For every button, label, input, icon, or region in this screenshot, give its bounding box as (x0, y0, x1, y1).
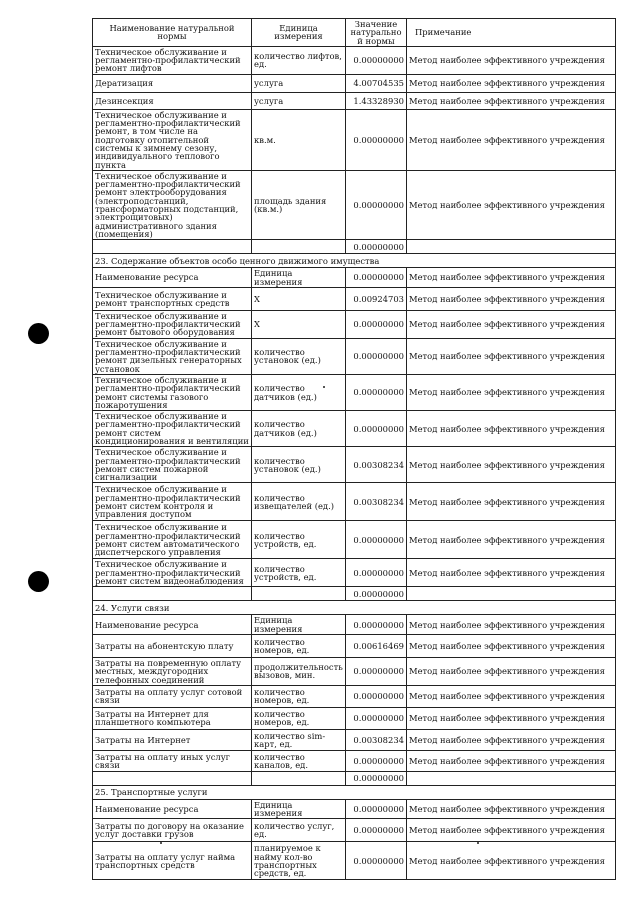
table-row: Техническое обслуживание и регламентно-профилактический ремонт лифтов количество лифтов, ед. 0.00000000 Метод наиболее эффективного учреждения (93, 46, 616, 74)
section-title: 25. Транспортные услуги (93, 785, 616, 799)
header-name: Наименование натуральной нормы (93, 19, 252, 47)
section-head-row: Наименование ресурса Единица измерения 0.00000000 Метод наиболее эффективного учреждения (93, 799, 616, 819)
total-row (93, 771, 616, 785)
total-row (93, 240, 616, 254)
table-row: Техническое обслуживание и регламентно-профилактический ремонт систем контроля и управления доступом количество извещателей (ед.) 0.00308234 Метод наиболее эффективного учреждения (93, 483, 616, 521)
section-title-row (93, 785, 616, 799)
total-value: 0.00000000 (346, 771, 407, 785)
section-title: 23. Содержание объектов особо ценного движимого имущества (93, 254, 616, 268)
table-row: Техническое обслуживание и регламентно-профилактический ремонт системы газового пожаротушения количество датчиков (ед.) 0.00000000 Метод наиболее эффективного учреждения (93, 374, 616, 410)
section-head-row: Наименование ресурса Единица измерения 0.00000000 Метод наиболее эффективного учреждения (93, 615, 616, 635)
total-value: 0.00000000 (346, 587, 407, 601)
section-title-row (93, 601, 616, 615)
table-row: Техническое обслуживание и регламентно-профилактический ремонт, в том числе на подготовку отопительной системы к зимнему сезону, индивидуального теплового пункта кв.м. 0.00000000 Метод наиболее эффективного учреждения (93, 109, 616, 170)
section-title-row (93, 254, 616, 268)
table-row: Затраты на повременную оплату местных, междугородних телефонных соединений продолжительность вызовов, мин. 0.00000000 Метод наиболее эффективного учреждения (93, 657, 616, 685)
header-value: Значение натуральной нормы (346, 19, 407, 47)
table-row: Затраты на Интернет для планшетного компьютера количество номеров, ед. 0.00000000 Метод наиболее эффективного учреждения (93, 707, 616, 729)
section-head-row: Наименование ресурса Единица измерения 0.00000000 Метод наиболее эффективного учреждения (93, 268, 616, 288)
table-row: Техническое обслуживание и регламентно-профилактический ремонт дизельных генераторных установок количество установок (ед.) 0.00000000 Метод наиболее эффективного учреждения (93, 338, 616, 374)
table-row: Техническое обслуживание и регламентно-профилактический ремонт систем пожарной сигнализации количество установок (ед.) 0.00308234 Метод наиболее эффективного учреждения (93, 447, 616, 483)
table-header-row (93, 19, 616, 47)
table-row: Техническое обслуживание и регламентно-профилактический ремонт систем кондиционирования и вентиляции количество датчиков (ед.) 0.00000000 Метод наиболее эффективного учреждения (93, 411, 616, 447)
table-row: Затраты на Интернет количество sim-карт, ед. 0.00308234 Метод наиболее эффективного учреждения (93, 729, 616, 750)
total-row (93, 587, 616, 601)
table-row: Дератизация услуга 4.00704535 Метод наиболее эффективного учреждения (93, 74, 616, 92)
table-row: Техническое обслуживание и регламентно-профилактический ремонт электрооборудования (электроподстанций, трансформаторных подстанций, электрощитовых) административного здания (помещения) площадь здания (кв.м.) 0.00000000 Метод наиболее эффективного учреждения (93, 170, 616, 239)
header-unit: Единица измерения (252, 19, 346, 47)
table-row: Затраты по договору на оказание услуг доставки грузов количество услуг, ед. 0.00000000 Метод наиболее эффективного учреждения (93, 819, 616, 842)
table-row: Затраты на оплату иных услуг связи количество каналов, ед. 0.00000000 Метод наиболее эффективного учреждения (93, 750, 616, 771)
table-row: Затраты на оплату услуг найма транспортных средств планируемое к найму кол-во транспортных средств, ед. 0.00000000 Метод наиболее эффективного учреждения (93, 842, 616, 880)
table-row: Техническое обслуживание и ремонт транспортных средств Х 0.00924703 Метод наиболее эффективного учреждения (93, 287, 616, 310)
table-row: Затраты на оплату услуг сотовой связи количество номеров, ед. 0.00000000 Метод наиболее эффективного учреждения (93, 685, 616, 707)
table-row: Затраты на абонентскую плату количество номеров, ед. 0.00616469 Метод наиболее эффективного учреждения (93, 634, 616, 657)
table-row: Дезинсекция услуга 1.43328930 Метод наиболее эффективного учреждения (93, 92, 616, 109)
total-value: 0.00000000 (346, 240, 407, 254)
table-row: Техническое обслуживание и регламентно-профилактический ремонт систем автоматического диспетчерского управления количество устройств, ед. 0.00000000 Метод наиболее эффективного учреждения (93, 521, 616, 559)
table-row: Техническое обслуживание и регламентно-профилактический ремонт бытового оборудования Х 0.00000000 Метод наиболее эффективного учреждения (93, 310, 616, 338)
section-title: 24. Услуги связи (93, 601, 616, 615)
table-row: Техническое обслуживание и регламентно-профилактический ремонт систем видеонаблюдения количество устройств, ед. 0.00000000 Метод наиболее эффективного учреждения (93, 559, 616, 587)
punch-hole-mark (28, 323, 49, 344)
norms-table (92, 18, 616, 880)
punch-hole-mark (28, 571, 49, 592)
header-note: Примечание (407, 19, 616, 47)
